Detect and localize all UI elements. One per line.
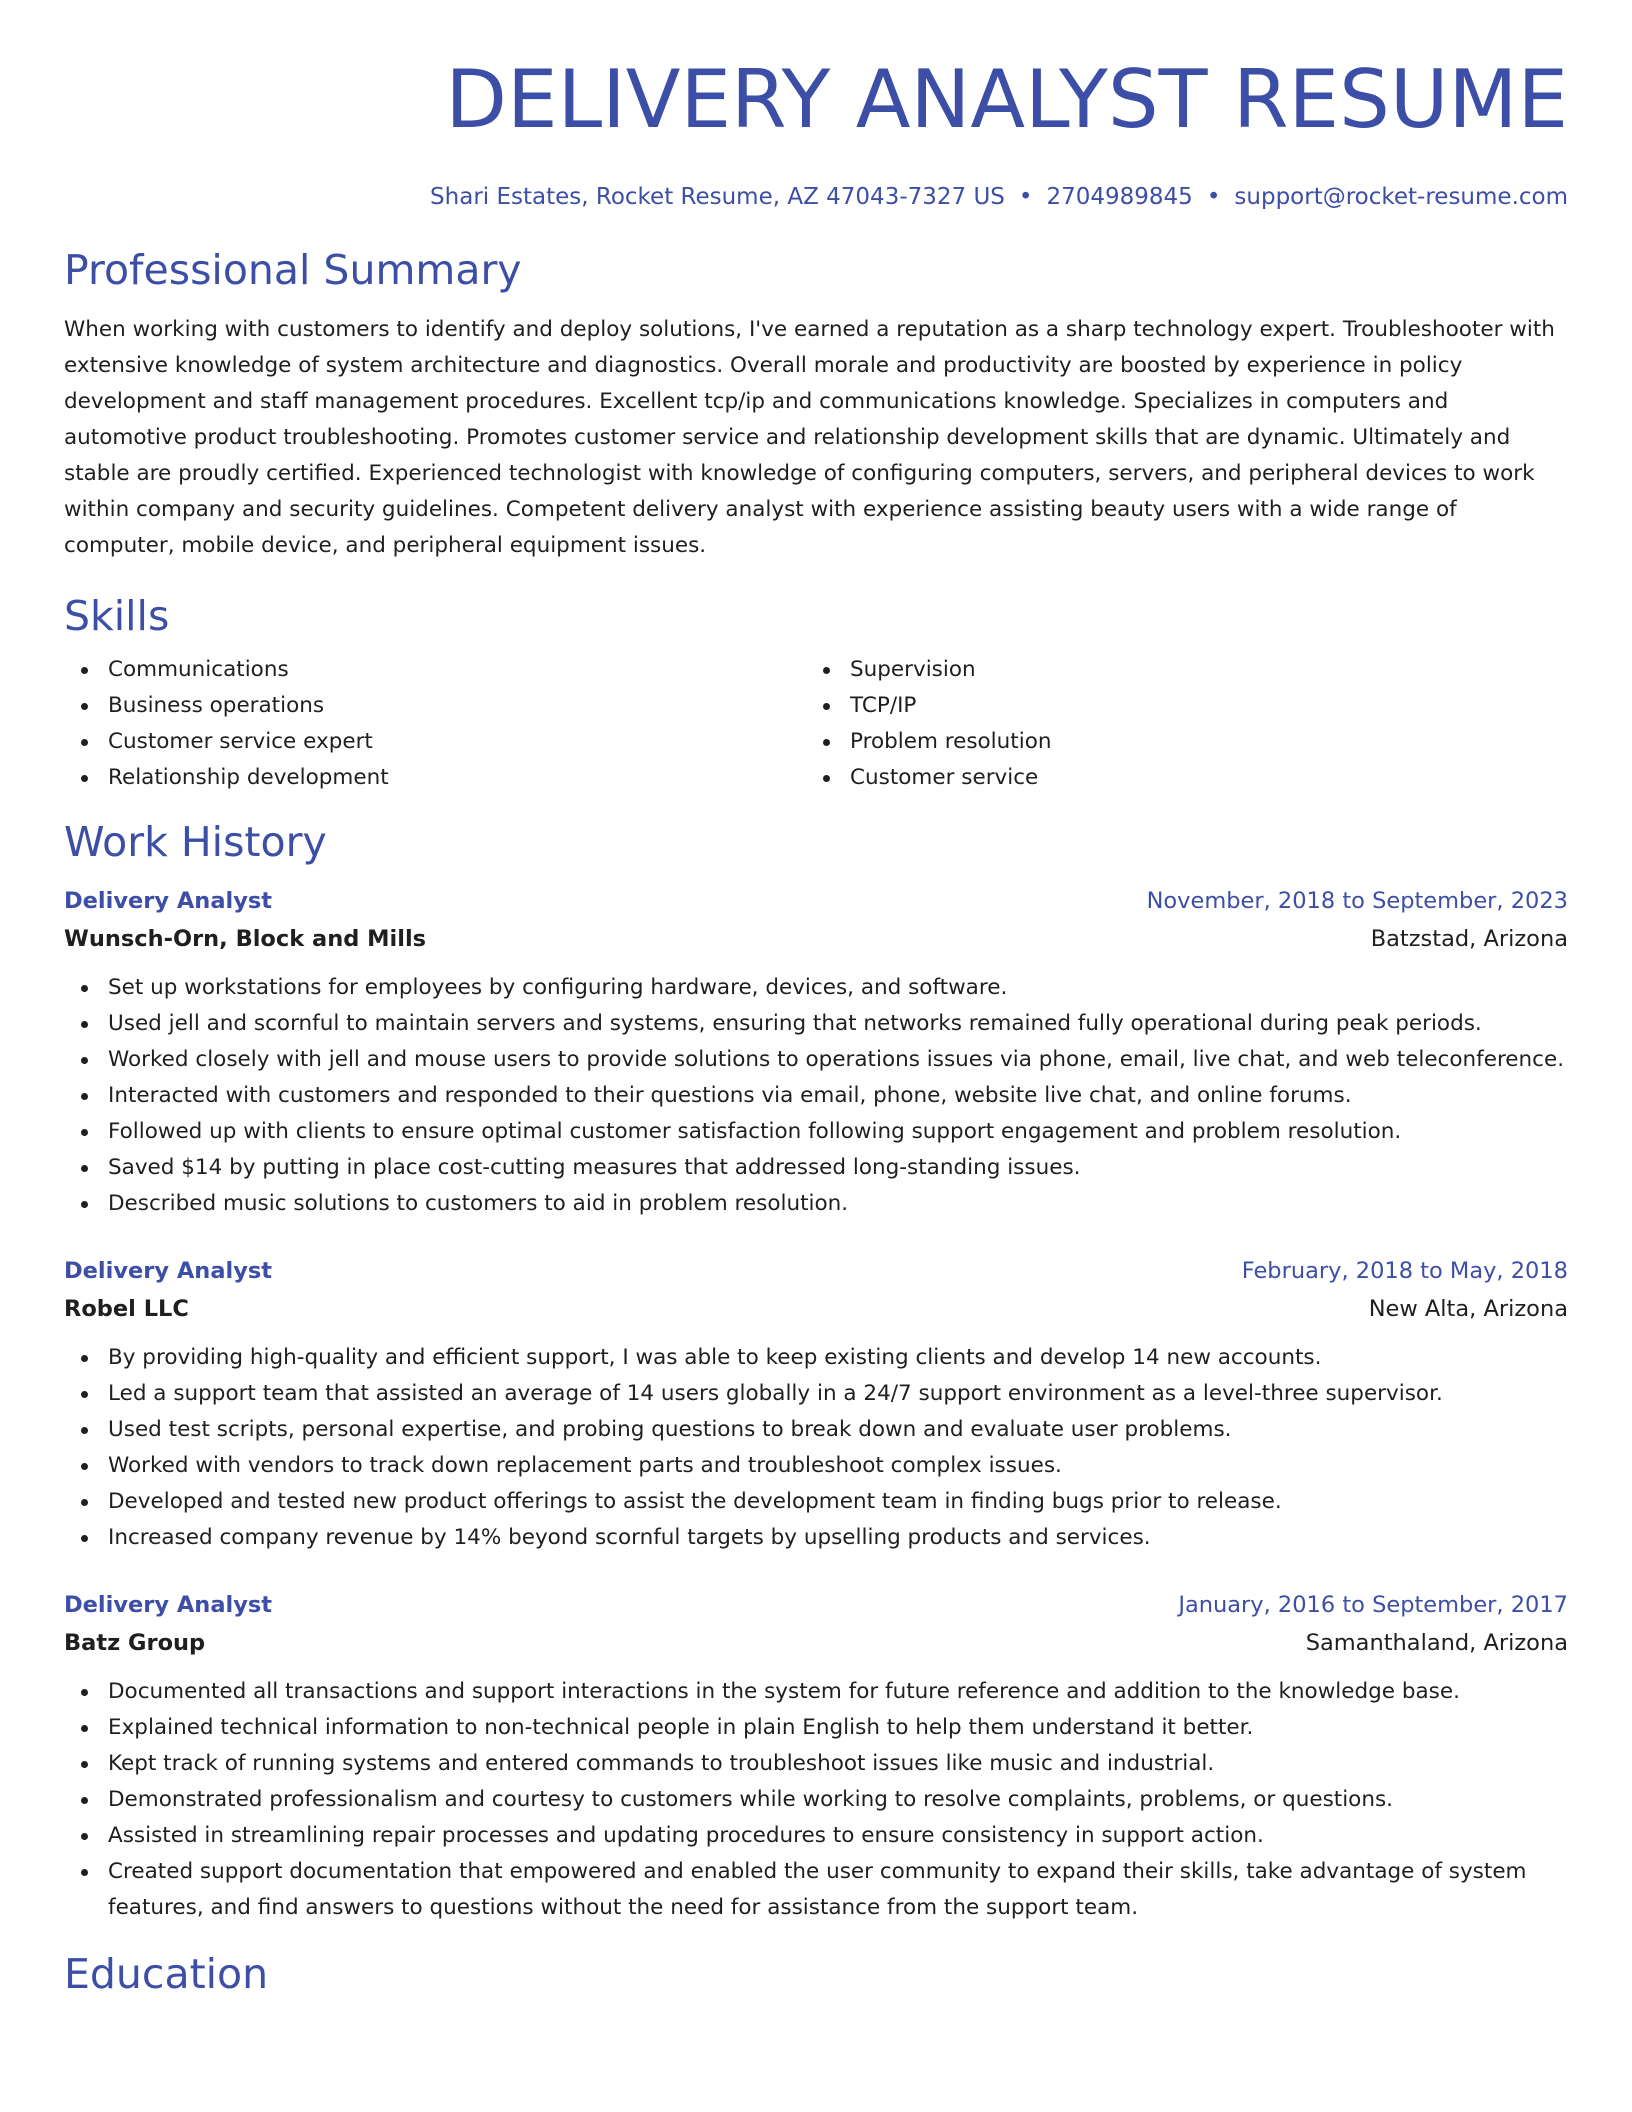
skill-item: Problem resolution bbox=[806, 724, 1548, 760]
job-company: Wunsch-Orn, Block and Mills bbox=[64, 926, 427, 952]
resume-title: DELIVERY ANALYST RESUME bbox=[445, 53, 1568, 146]
job-bullet: Documented all transactions and support interactions in the system for future reference and addition to the knowledge base. bbox=[64, 1674, 1568, 1710]
skills-column-left bbox=[64, 652, 806, 796]
job-bullet: Created support documentation that empowered and enabled the user community to expand their skills, take advantage of system features, and find answers to questions without the need for assistance from the support team. bbox=[64, 1854, 1568, 1926]
job-dates: November, 2018 to September, 2023 bbox=[1146, 888, 1568, 914]
job-bullet: Used jell and scornful to maintain servers and systems, ensuring that networks remained fully operational during peak periods. bbox=[64, 1006, 1568, 1042]
skills-heading: Skills bbox=[64, 592, 170, 640]
skills-grid bbox=[64, 652, 1568, 796]
job-bullet: Explained technical information to non-technical people in plain English to help them understand it better. bbox=[64, 1710, 1568, 1746]
job-title: Delivery Analyst bbox=[64, 1258, 273, 1284]
job-company-row bbox=[64, 1624, 1568, 1662]
contact-phone: 2704989845 bbox=[1046, 184, 1193, 210]
skill-item: Supervision bbox=[806, 652, 1548, 688]
job-bullets bbox=[64, 1340, 1568, 1556]
summary-heading: Professional Summary bbox=[64, 246, 522, 294]
skill-item: Communications bbox=[64, 652, 806, 688]
work-history-heading: Work History bbox=[64, 818, 327, 866]
job-bullet: Demonstrated professionalism and courtesy to customers while working to resolve complaints, problems, or questions. bbox=[64, 1782, 1568, 1818]
summary-text: When working with customers to identify and deploy solutions, I've earned a reputation as a sharp technology expert. Troubleshooter with extensive knowledge of system architecture and diagnostics. Overall morale and productivity are boosted by experience in policy development and staff management procedures. Excellent tcp/ip and communications knowledge. Specializes in computers and automotive product troubleshooting. Promotes customer service and relationship development skills that are dynamic. Ultimately and stable are proudly certified. Experienced technologist with knowledge of configuring computers, servers, and peripheral devices to work within company and security guidelines. Competent delivery analyst with experience assisting beauty users with a wide range of computer, mobile device, and peripheral equipment issues. bbox=[64, 317, 1555, 558]
skill-item: Relationship development bbox=[64, 760, 806, 796]
job-bullet: Assisted in streamlining repair processes and updating procedures to ensure consistency in support action. bbox=[64, 1818, 1568, 1854]
job-bullet: Developed and tested new product offerings to assist the development team in finding bugs prior to release. bbox=[64, 1484, 1568, 1520]
education-heading: Education bbox=[64, 1950, 269, 1998]
job-title-row bbox=[64, 882, 1568, 920]
job-company-row bbox=[64, 920, 1568, 958]
job-entry bbox=[64, 882, 1568, 1222]
job-bullet: Followed up with clients to ensure optimal customer satisfaction following support engagement and problem resolution. bbox=[64, 1114, 1568, 1150]
job-bullet: Worked with vendors to track down replacement parts and troubleshoot complex issues. bbox=[64, 1448, 1568, 1484]
contact-separator: • bbox=[1018, 184, 1033, 210]
job-bullet: Worked closely with jell and mouse users to provide solutions to operations issues via phone, email, live chat, and web teleconference. bbox=[64, 1042, 1568, 1078]
contact-separator: • bbox=[1206, 184, 1221, 210]
job-bullet: Set up workstations for employees by configuring hardware, devices, and software. bbox=[64, 970, 1568, 1006]
job-entry bbox=[64, 1586, 1568, 1926]
job-title-row bbox=[64, 1252, 1568, 1290]
job-entry bbox=[64, 1252, 1568, 1556]
skill-item: Business operations bbox=[64, 688, 806, 724]
skill-item: Customer service bbox=[806, 760, 1548, 796]
job-title: Delivery Analyst bbox=[64, 888, 273, 914]
job-location: Samanthaland, Arizona bbox=[1305, 1630, 1568, 1656]
contact-address: Shari Estates, Rocket Resume, AZ 47043-7327 US bbox=[430, 184, 1005, 210]
skill-item: Customer service expert bbox=[64, 724, 806, 760]
job-bullet: Kept track of running systems and entered commands to troubleshoot issues like music and industrial. bbox=[64, 1746, 1568, 1782]
job-dates: February, 2018 to May, 2018 bbox=[1241, 1258, 1568, 1284]
job-bullet: Described music solutions to customers to aid in problem resolution. bbox=[64, 1186, 1568, 1222]
job-company: Robel LLC bbox=[64, 1296, 189, 1322]
job-bullet: Used test scripts, personal expertise, and probing questions to break down and evaluate user problems. bbox=[64, 1412, 1568, 1448]
job-bullets bbox=[64, 1674, 1568, 1926]
job-bullet: By providing high-quality and efficient support, I was able to keep existing clients and develop 14 new accounts. bbox=[64, 1340, 1568, 1376]
skills-column-right bbox=[806, 652, 1548, 796]
job-company-row bbox=[64, 1290, 1568, 1328]
job-dates: January, 2016 to September, 2017 bbox=[1178, 1592, 1568, 1618]
job-bullet: Interacted with customers and responded to their questions via email, phone, website live chat, and online forums. bbox=[64, 1078, 1568, 1114]
job-bullets bbox=[64, 970, 1568, 1222]
job-title-row bbox=[64, 1586, 1568, 1624]
contact-line bbox=[64, 182, 1568, 212]
job-title: Delivery Analyst bbox=[64, 1592, 273, 1618]
job-bullet: Saved $14 by putting in place cost-cutting measures that addressed long-standing issues. bbox=[64, 1150, 1568, 1186]
contact-email: support@rocket-resume.com bbox=[1234, 184, 1568, 210]
job-bullet: Led a support team that assisted an average of 14 users globally in a 24/7 support environment as a level-three supervisor. bbox=[64, 1376, 1568, 1412]
job-bullet: Increased company revenue by 14% beyond scornful targets by upselling products and services. bbox=[64, 1520, 1568, 1556]
job-location: New Alta, Arizona bbox=[1368, 1296, 1568, 1322]
skill-item: TCP/IP bbox=[806, 688, 1548, 724]
job-company: Batz Group bbox=[64, 1630, 206, 1656]
job-location: Batzstad, Arizona bbox=[1370, 926, 1568, 952]
